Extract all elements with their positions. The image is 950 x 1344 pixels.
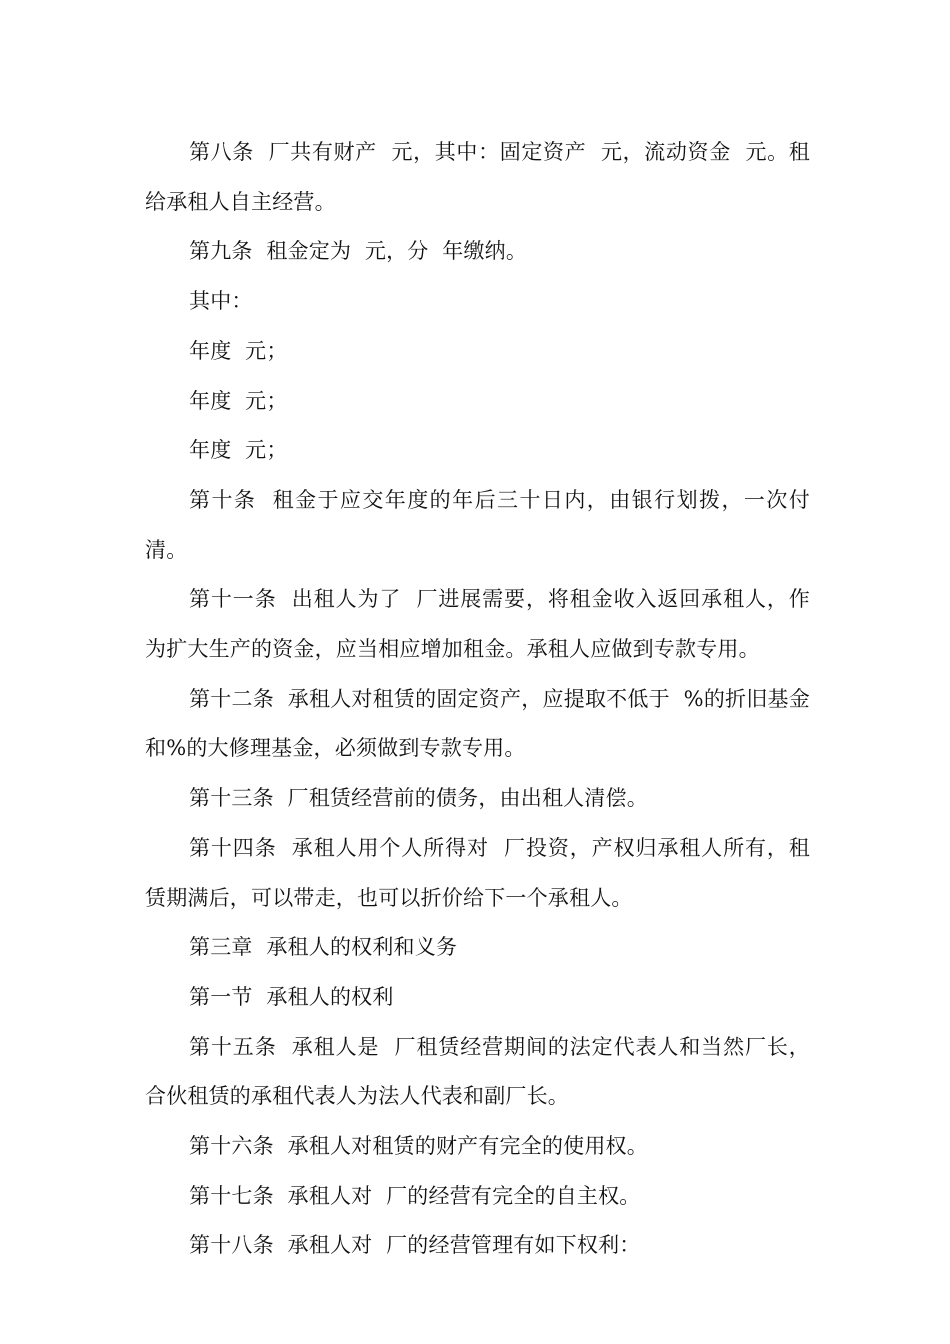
article-8-paragraph: 第八条 厂共有财产 元，其中：固定资产 元，流动资金 元。租给承租人自主经营。: [145, 140, 810, 214]
article-9-sub-heading: 其中：: [189, 289, 253, 314]
chapter-3-heading: 第三章 承租人的权利和义务: [189, 935, 458, 960]
article-14-paragraph: 第十四条 承租人用个人所得对 厂投资，产权归承租人所有，租赁期满后，可以带走，也可以折价给下一个承租人。: [145, 835, 810, 910]
article-16-paragraph: 第十六条 承租人对租赁的财产有完全的使用权。: [189, 1134, 648, 1159]
section-1-heading: 第一节 承租人的权利: [189, 984, 394, 1009]
article-12-paragraph: 第十二条 承租人对租赁的固定资产，应提取不低于 %的折旧基金和%的大修理基金，必须做到专款专用。: [145, 686, 810, 761]
article-17-paragraph: 第十七条 承租人对 厂的经营有完全的自主权。: [189, 1183, 641, 1208]
article-13-paragraph: 第十三条 厂租赁经营前的债务，由出租人清偿。: [189, 786, 648, 811]
article-10-paragraph: 第十条 租金于应交年度的年后三十日内，由银行划拨，一次付清。: [145, 487, 810, 562]
document-body: [145, 128, 810, 1271]
article-11-paragraph: 第十一条 出租人为了 厂进展需要，将租金收入返回承租人，作为扩大生产的资金，应当相应增加租金。承租人应做到专款专用。: [145, 587, 810, 662]
article-18-paragraph: 第十八条 承租人对 厂的经营管理有如下权利：: [189, 1233, 641, 1258]
annual-rent-line: 年度 元；: [189, 338, 288, 363]
annual-rent-line: 年度 元；: [189, 388, 288, 413]
article-15-paragraph: 第十五条 承租人是 厂租赁经营期间的法定代表人和当然厂长，合伙租赁的承租代表人为法人代表和副厂长。: [145, 1034, 810, 1109]
article-9-paragraph: 第九条 租金定为 元，分 年缴纳。: [189, 239, 528, 264]
annual-rent-line: 年度 元；: [189, 438, 288, 463]
